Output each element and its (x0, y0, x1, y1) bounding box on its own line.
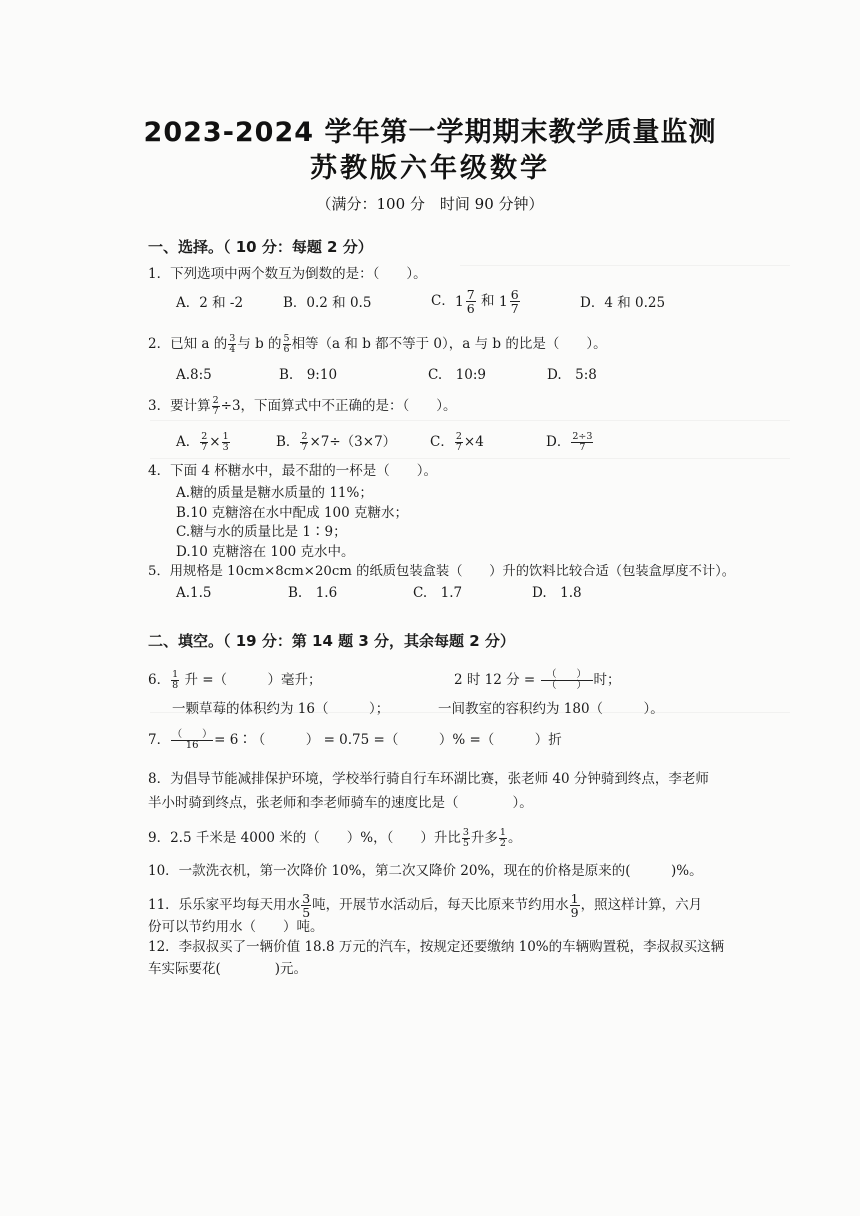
denominator: （ ） (546, 680, 587, 691)
denominator: 6 (283, 344, 290, 355)
question-12-line2: 车实际要花( )元。 (148, 961, 308, 977)
question-4-stem: 4．下面 4 杯糖水中，最不甜的一杯是（ ）。 (148, 463, 438, 479)
stem-text: 升多 (470, 830, 498, 846)
stem-text: 2．已知 a 的 (148, 336, 228, 352)
numerator: 3 (302, 891, 311, 906)
option-label: A． (176, 434, 200, 450)
fraction (462, 828, 470, 849)
stem-text: ÷3，下面算式中不正确的是：（ ）。 (220, 398, 457, 414)
question-3-option-d (546, 432, 594, 453)
question-2-option-b: B. 9:10 (279, 367, 338, 383)
denominator: 9 (570, 905, 579, 920)
numerator: 1 (222, 431, 229, 442)
fraction (283, 334, 291, 355)
question-1-option-b: B．0.2 和 0.5 (283, 295, 372, 311)
question-2-option-a: A.8:5 (176, 367, 212, 383)
question-2-option-d: D. 5:8 (547, 367, 597, 383)
fraction (300, 432, 308, 453)
question-10: 10．一款洗衣机，第一次降价 10%，第二次又降价 20%，现在的价格是原来的( )%。 (148, 863, 703, 879)
question-7 (148, 730, 562, 751)
question-8-line1: 8．为倡导节能减排保护环境，学校举行骑自行车环湖比赛，张老师 40 分钟骑到终点，李老师 (148, 771, 709, 787)
stem-text: 6． (148, 672, 171, 688)
question-3-option-c (430, 432, 484, 453)
fraction (200, 432, 208, 453)
denominator: 7 (301, 442, 308, 453)
expression: ×7÷（3×7） (309, 434, 397, 450)
numerator: 2 (201, 431, 208, 442)
numerator: 2 (301, 431, 308, 442)
fraction (212, 396, 220, 417)
exam-subject-title: 苏教版六年级数学 (310, 153, 550, 184)
question-2-stem (148, 334, 607, 355)
stem-text: 11．乐乐家平均每天用水 (148, 897, 301, 913)
question-4-option-c: C.糖与水的质量比是 1∶9； (176, 524, 347, 540)
question-4-option-d: D.10 克糖溶在 100 克水中。 (176, 544, 355, 560)
numerator: 2÷3 (572, 431, 593, 442)
question-1-option-a: A．2 和 -2 (176, 295, 244, 311)
section-heading-choice: 一、选择。（ 10 分：每题 2 分） (148, 238, 373, 256)
numerator: 3 (462, 827, 469, 838)
question-1-option-d: D．4 和 0.25 (580, 295, 666, 311)
stem-text: 3．要计算 (148, 398, 211, 414)
stem-text: 7． (148, 732, 171, 748)
denominator: 3 (222, 442, 229, 453)
whole-part: 1 (454, 293, 464, 310)
stem-text: 升 =（ ）毫升； (184, 672, 322, 688)
fraction (499, 828, 507, 849)
question-11-line1 (148, 892, 702, 919)
fraction (228, 334, 236, 355)
option-label: C． (430, 434, 454, 450)
fraction (455, 432, 463, 453)
numerator: 1 (499, 827, 506, 838)
numerator: 6 (510, 287, 519, 302)
question-5-option-b: B. 1.6 (288, 585, 338, 601)
question-6-part1 (148, 670, 322, 691)
expression: ×4 (463, 434, 484, 450)
operator: × (209, 434, 221, 450)
question-4-option-b: B.10 克糖溶在水中配成 100 克糖水； (176, 505, 409, 521)
question-6-part2 (454, 670, 621, 691)
question-8-line2: 半小时骑到终点，张老师和李老师骑车的速度比是（ ）。 (148, 795, 533, 811)
denominator: 7 (455, 442, 462, 453)
question-4-option-a: A.糖的质量是糖水质量的 11%； (176, 485, 373, 501)
stem-text: 与 b 的 (237, 336, 282, 352)
numerator: 1 (570, 891, 579, 906)
section-heading-fill: 二、填空。（ 19 分：第 14 题 3 分，其余每题 2 分） (148, 632, 515, 650)
question-12-line1: 12．李叔叔买了一辆价值 18.8 万元的汽车，按规定还要缴纳 10%的车辆购置税，李叔叔买这辆 (148, 939, 725, 955)
stem-text: 吨，开展节水活动后，每天比原来节约用水 (312, 897, 569, 913)
mixed-number (455, 288, 477, 315)
fraction (510, 288, 520, 315)
stem-text: ，照这样计算，六月 (580, 897, 703, 913)
denominator: 5 (462, 838, 469, 849)
numerator: 7 (466, 287, 475, 302)
denominator: 5 (302, 905, 311, 920)
stem-text: 时； (593, 672, 621, 688)
fraction (570, 892, 580, 919)
question-5-option-a: A.1.5 (176, 585, 212, 601)
stem-text: 2 时 12 分 = (454, 672, 536, 688)
option-c-label: C． (431, 293, 455, 309)
exam-title: 2023-2024 学年第一学期期末教学质量监测 (143, 117, 717, 148)
numerator: 2 (455, 431, 462, 442)
question-3-stem (148, 396, 457, 417)
question-2-option-c: C. 10:9 (428, 367, 486, 383)
denominator: 6 (466, 301, 475, 316)
option-label: B． (276, 434, 300, 450)
denominator: 7 (510, 301, 519, 316)
fraction (301, 892, 311, 919)
numerator: 3 (229, 333, 236, 344)
denominator: 4 (229, 344, 236, 355)
whole-part: 1 (498, 293, 508, 310)
denominator: 16 (185, 740, 199, 751)
question-6-part3: 一颗草莓的体积约为 16（ ）； (172, 701, 390, 717)
fraction (466, 288, 476, 315)
stem-text: 9．2.5 千米是 4000 米的（ ）%，（ ）升比 (148, 830, 461, 846)
conjunction: 和 (481, 293, 495, 309)
question-3-option-a (176, 432, 231, 453)
scan-shadow (150, 458, 790, 459)
exam-score-time: （满分：100 分 时间 90 分钟） (316, 195, 544, 213)
denominator: 7 (201, 442, 208, 453)
scan-shadow (150, 420, 790, 421)
question-6-part4: 一间教室的容积约为 180（ ）。 (438, 701, 664, 717)
question-5-stem: 5．用规格是 10cm×8cm×20cm 的纸质包装盒装（ ）升的饮料比较合适（包装盒厚度不计）。 (148, 564, 736, 579)
fraction (571, 432, 593, 453)
numerator: （ ） (172, 729, 213, 740)
scan-shadow (460, 265, 790, 266)
question-5-option-d: D. 1.8 (532, 585, 582, 601)
numerator: 5 (283, 333, 290, 344)
question-3-option-b (276, 432, 396, 453)
fraction (171, 670, 179, 691)
question-9 (148, 828, 521, 849)
denominator: 8 (172, 680, 179, 691)
denominator: 7 (212, 406, 219, 417)
question-1-option-c (431, 288, 521, 315)
numerator: （ ） (541, 670, 593, 681)
option-label: D． (546, 434, 571, 450)
question-5-option-c: C. 1.7 (413, 585, 463, 601)
numerator: 2 (212, 395, 219, 406)
stem-text: 。 (507, 830, 522, 846)
mixed-number (499, 288, 521, 315)
fraction (222, 432, 230, 453)
question-11-line2: 份可以节约用水（ ）吨。 (148, 919, 324, 935)
numerator: 1 (172, 669, 179, 680)
stem-text: = 6∶（ ） = 0.75 =（ ）% =（ ）折 (214, 732, 562, 748)
blank-fraction (171, 730, 213, 751)
blank-fraction (541, 670, 593, 691)
denominator: 2 (499, 838, 506, 849)
stem-text: 相等（a 和 b 都不等于 0），a 与 b 的比是（ ）。 (291, 336, 607, 352)
question-1-stem: 1．下列选项中两个数互为倒数的是：（ ）。 (148, 266, 427, 282)
denominator: 7 (579, 442, 586, 453)
